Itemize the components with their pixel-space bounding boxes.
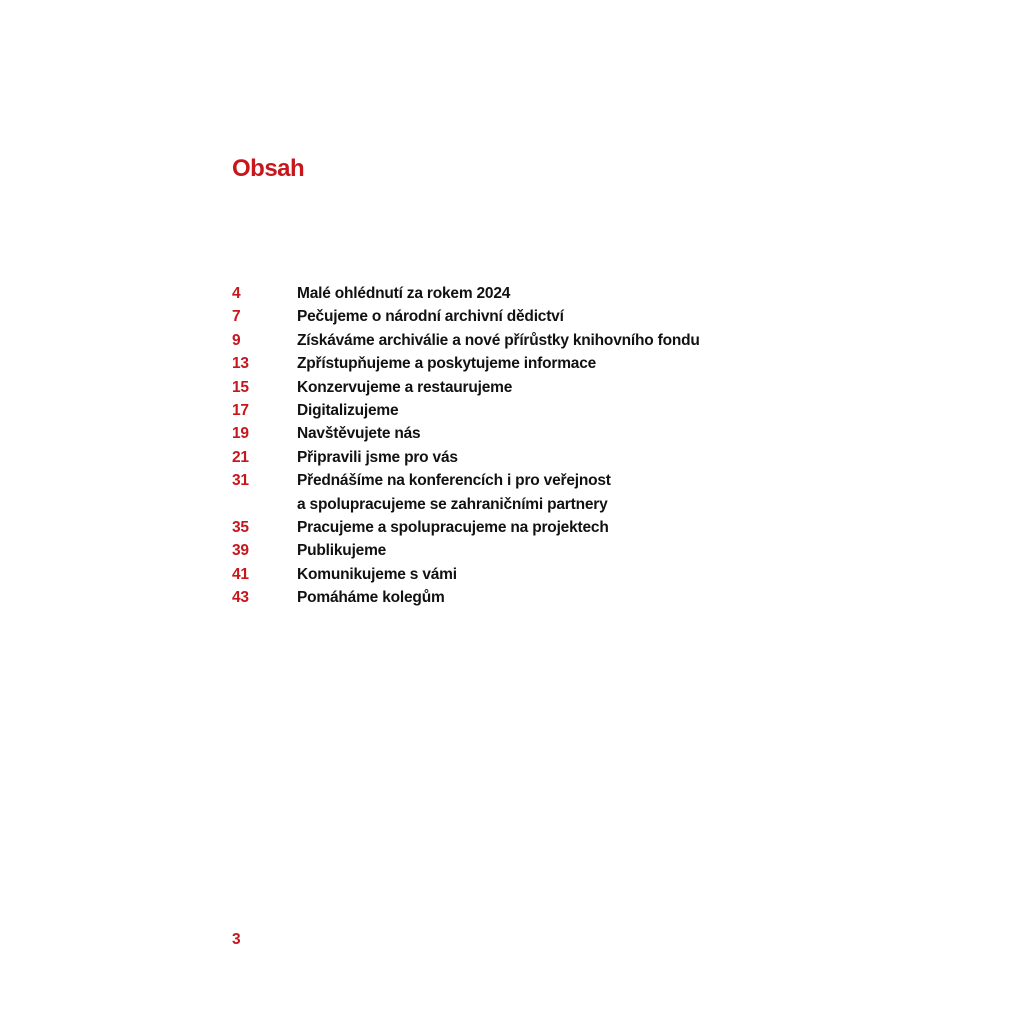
toc-title-line: Pečujeme o národní archivní dědictví [297, 308, 564, 326]
toc-entry[interactable] [232, 352, 852, 375]
toc-title-line: Přednášíme na konferencích i pro veřejnost [297, 472, 611, 490]
toc-title-line: Malé ohlédnutí za rokem 2024 [297, 285, 511, 302]
toc-page-number: 43 [232, 589, 249, 607]
page-number: 3 [232, 931, 241, 948]
toc-title [297, 399, 398, 422]
toc-entry[interactable] [232, 539, 852, 562]
toc-title [297, 539, 386, 562]
toc-entry[interactable] [232, 446, 852, 469]
toc-title [297, 563, 457, 586]
toc-title-line: a spolupracujeme se zahraničními partnery [297, 495, 608, 513]
toc-entry[interactable] [232, 469, 852, 516]
toc-page-number: 4 [232, 285, 241, 302]
toc-entry[interactable] [232, 376, 852, 399]
toc-page-number: 19 [232, 425, 249, 443]
toc-entry[interactable] [232, 563, 852, 586]
toc-title [297, 352, 596, 375]
toc-page-number: 17 [232, 402, 249, 420]
toc-title-line: Zpřístupňujeme a poskytujeme informace [297, 355, 597, 373]
toc-entry[interactable] [232, 516, 852, 539]
toc-title [297, 305, 564, 328]
toc-page-number: 31 [232, 472, 249, 490]
toc-title [297, 282, 510, 305]
toc-title [297, 329, 700, 352]
toc-page-number: 7 [232, 308, 241, 326]
toc-title-line: Konzervujeme a restaurujeme [297, 378, 513, 396]
toc-title [297, 446, 458, 469]
toc-page-number: 13 [232, 355, 249, 373]
toc-page-number: 15 [232, 378, 249, 396]
toc-entry[interactable] [232, 329, 852, 352]
toc-title-line: Publikujeme [297, 542, 387, 560]
toc-page-number: 21 [232, 448, 249, 466]
toc-entry[interactable] [232, 422, 852, 445]
toc-title [297, 586, 445, 609]
toc-title-line: Pomáháme kolegům [297, 589, 445, 607]
toc-title-line: Komunikujeme s vámi [297, 565, 457, 583]
toc-entry[interactable] [232, 399, 852, 422]
toc-title [297, 376, 512, 399]
toc-title-line: Připravili jsme pro vás [297, 448, 458, 466]
page-title: Obsah [232, 155, 305, 182]
toc-entry[interactable] [232, 305, 852, 328]
toc-title-line: Navštěvujete nás [297, 425, 421, 443]
toc-page-number: 9 [232, 331, 241, 349]
toc-title-line: Digitalizujeme [297, 402, 399, 420]
toc-title [297, 469, 611, 516]
toc-title-line: Získáváme archiválie a nové přírůstky knihovního fondu [297, 331, 700, 349]
toc-page-number: 35 [232, 519, 249, 537]
table-of-contents [232, 282, 852, 610]
toc-title-line: Pracujeme a spolupracujeme na projektech [297, 519, 609, 537]
toc-page-number: 41 [232, 565, 249, 583]
toc-title [297, 516, 609, 539]
toc-entry[interactable] [232, 282, 852, 305]
toc-page-number: 39 [232, 542, 249, 560]
toc-title [297, 422, 420, 445]
toc-entry[interactable] [232, 586, 852, 609]
